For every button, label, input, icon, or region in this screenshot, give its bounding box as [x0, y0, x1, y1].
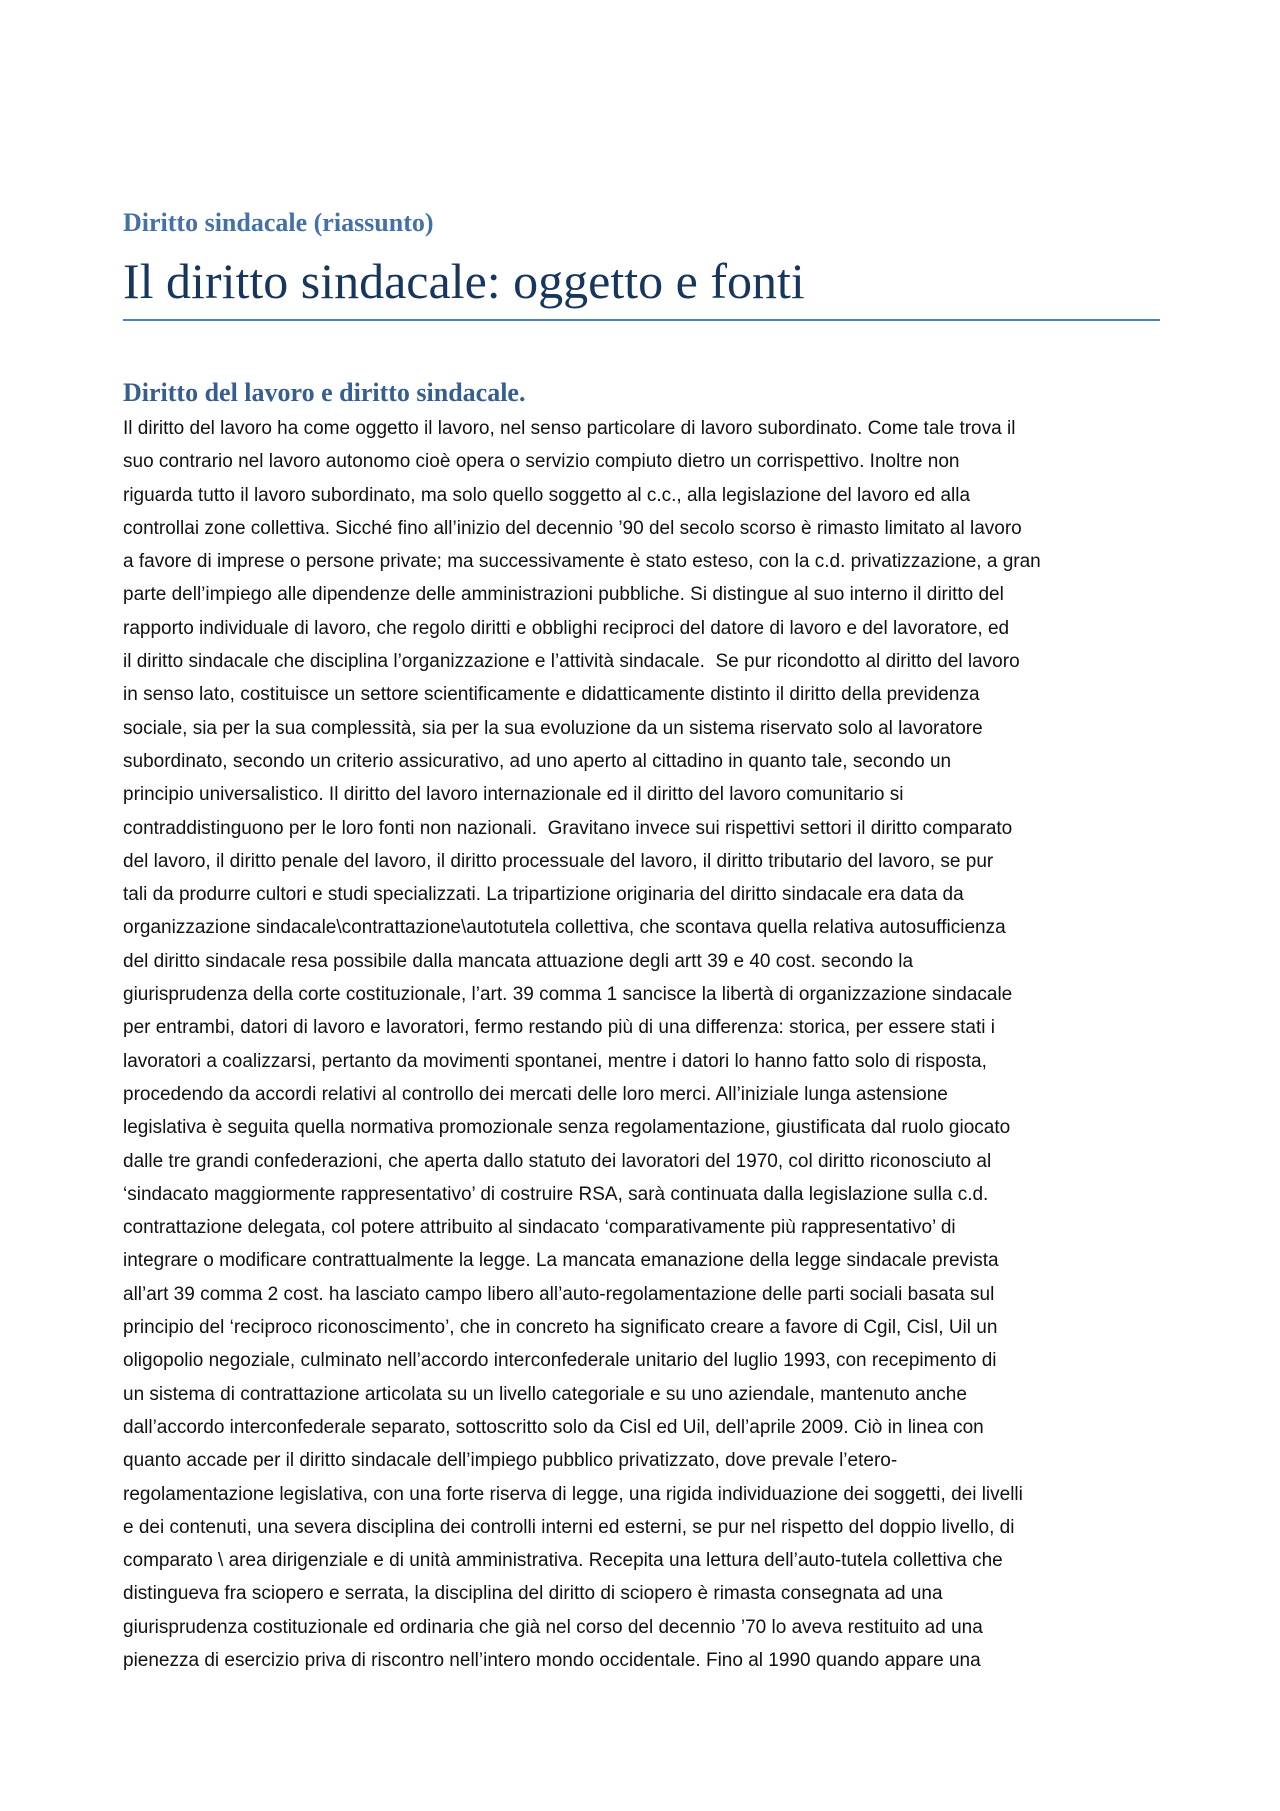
- body-line: suo contrario nel lavoro autonomo cioè opera o servizio compiuto dietro un corrispettivo. Inoltre non: [123, 451, 960, 473]
- body-line: integrare o modificare contrattualmente la legge. La mancata emanazione della legge sindacale prevista: [123, 1250, 999, 1272]
- body-line: ‘sindacato maggiormente rappresentativo’ di costruire RSA, sarà continuata dalla legislazione sulla c.d.: [123, 1183, 989, 1205]
- body-line: dalle tre grandi confederazioni, che aperta dallo statuto dei lavoratori del 1970, col diritto riconosciuto al: [123, 1150, 992, 1172]
- body-line: del lavoro, il diritto penale del lavoro, il diritto processuale del lavoro, il diritto tributario del lavoro, se pur: [123, 850, 994, 872]
- body-line: riguarda tutto il lavoro subordinato, ma solo quello soggetto al c.c., alla legislazione del lavoro ed alla: [123, 484, 971, 506]
- title-underline-rule: [123, 319, 1160, 321]
- body-line: all’art 39 comma 2 cost. ha lasciato campo libero all’auto-regolamentazione delle parti sociali basata sul: [123, 1283, 995, 1305]
- body-line: in senso lato, costituisce un settore scientificamente e didatticamente distinto il diritto della previdenza: [123, 684, 980, 706]
- body-line: pienezza di esercizio priva di riscontro nell’intero mondo occidentale. Fino al 1990 quando appare una: [123, 1649, 981, 1671]
- body-line: tali da produrre cultori e studi specializzati. La tripartizione originaria del diritto sindacale era data da: [123, 884, 964, 906]
- body-line: comparato \ area dirigenziale e di unità amministrativa. Recepita una lettura dell’auto-tutela collettiva che: [123, 1550, 1003, 1572]
- body-line: parte dell’impiego alle dipendenze delle amministrazioni pubbliche. Si distingue al suo interno il diritto del: [123, 584, 1004, 606]
- body-line: contraddistinguono per le loro fonti non nazionali. Gravitano invece sui rispettivi settori il diritto comparato: [123, 817, 1013, 839]
- body-line: un sistema di contrattazione articolata su un livello categoriale e su uno aziendale, mantenuto anche: [123, 1383, 967, 1405]
- body-line: giurisprudenza della corte costituzionale, l’art. 39 comma 1 sancisce la libertà di organizzazione sindacale: [123, 984, 1013, 1006]
- body-line: controllai zone collettiva. Sicché fino all’inizio del decennio ’90 del secolo scorso è rimasto limitato al lavoro: [123, 517, 1022, 539]
- body-line: oligopolio negoziale, culminato nell’accordo interconfederale unitario del luglio 1993, con recepimento di: [123, 1350, 997, 1372]
- body-line: rapporto individuale di lavoro, che regolo diritti e obblighi reciproci del datore di lavoro e del lavoratore, ed: [123, 617, 1010, 639]
- body-line: lavoratori a coalizzarsi, pertanto da movimenti spontanei, mentre i datori lo hanno fatto solo di risposta,: [123, 1050, 987, 1072]
- body-line: distingueva fra sciopero e serrata, la disciplina del diritto di sciopero è rimasta consegnata ad una: [123, 1583, 943, 1605]
- body-line: Il diritto del lavoro ha come oggetto il lavoro, nel senso particolare di lavoro subordinato. Come tale trova il: [123, 418, 1016, 439]
- body-line: principio universalistico. Il diritto del lavoro internazionale ed il diritto del lavoro comunitario si: [123, 784, 904, 806]
- body-line: e dei contenuti, una severa disciplina dei controlli interni ed esterni, se pur nel rispetto del doppio livello, di: [123, 1516, 1015, 1538]
- body-line: sociale, sia per la sua complessità, sia per la sua evoluzione da un sistema riservato solo al lavoratore: [123, 717, 983, 739]
- body-line: quanto accade per il diritto sindacale dell’impiego pubblico privatizzato, dove prevale l’etero-: [123, 1450, 898, 1472]
- body-line: a favore di imprese o persone private; ma successivamente è stato esteso, con la c.d. privatizzazione, a gran: [123, 551, 1041, 573]
- body-line: principio del ‘reciproco riconoscimento’, che in concreto ha significato creare a favore di Cgil, Cisl, Uil un: [123, 1317, 998, 1339]
- body-line: dall’accordo interconfederale separato, sottoscritto solo da Cisl ed Uil, dell’aprile 2009. Ciò in linea con: [123, 1416, 984, 1438]
- body-line: subordinato, secondo un criterio assicurativo, ad uno aperto al cittadino in quanto tale, secondo un: [123, 750, 952, 772]
- body-line: giurisprudenza costituzionale ed ordinaria che già nel corso del decennio ’70 lo aveva restituito ad una: [123, 1616, 983, 1638]
- body-line: il diritto sindacale che disciplina l’organizzazione e l’attività sindacale. Se pur ricondotto al diritto del lavoro: [123, 651, 1020, 673]
- document-subtitle: Diritto sindacale (riassunto): [123, 208, 434, 237]
- body-line: del diritto sindacale resa possibile dalla mancata attuazione degli artt 39 e 40 cost. secondo la: [123, 950, 914, 972]
- body-line: legislativa è seguita quella normativa promozionale senza regolamentazione, giustificata dal ruolo giocato: [123, 1117, 1011, 1139]
- section-heading: Diritto del lavoro e diritto sindacale.: [123, 378, 526, 407]
- body-line: procedendo da accordi relativi al controllo dei mercati delle loro merci. All’iniziale lunga astensione: [123, 1083, 948, 1105]
- body-line: per entrambi, datori di lavoro e lavoratori, fermo restando più di una differenza: storica, per essere stati i: [123, 1017, 995, 1039]
- body-paragraph: [123, 412, 1160, 1677]
- body-line: regolamentazione legislativa, con una forte riserva di legge, una rigida individuazione dei soggetti, dei livelli: [123, 1483, 1023, 1505]
- body-line: contrattazione delegata, col potere attribuito al sindacato ‘comparativamente più rappresentativo’ di: [123, 1217, 956, 1239]
- document-title: Il diritto sindacale: oggetto e fonti: [123, 253, 805, 309]
- body-line: organizzazione sindacale\contrattazione\autotutela collettiva, che scontava quella relativa autosufficienza: [123, 917, 1006, 939]
